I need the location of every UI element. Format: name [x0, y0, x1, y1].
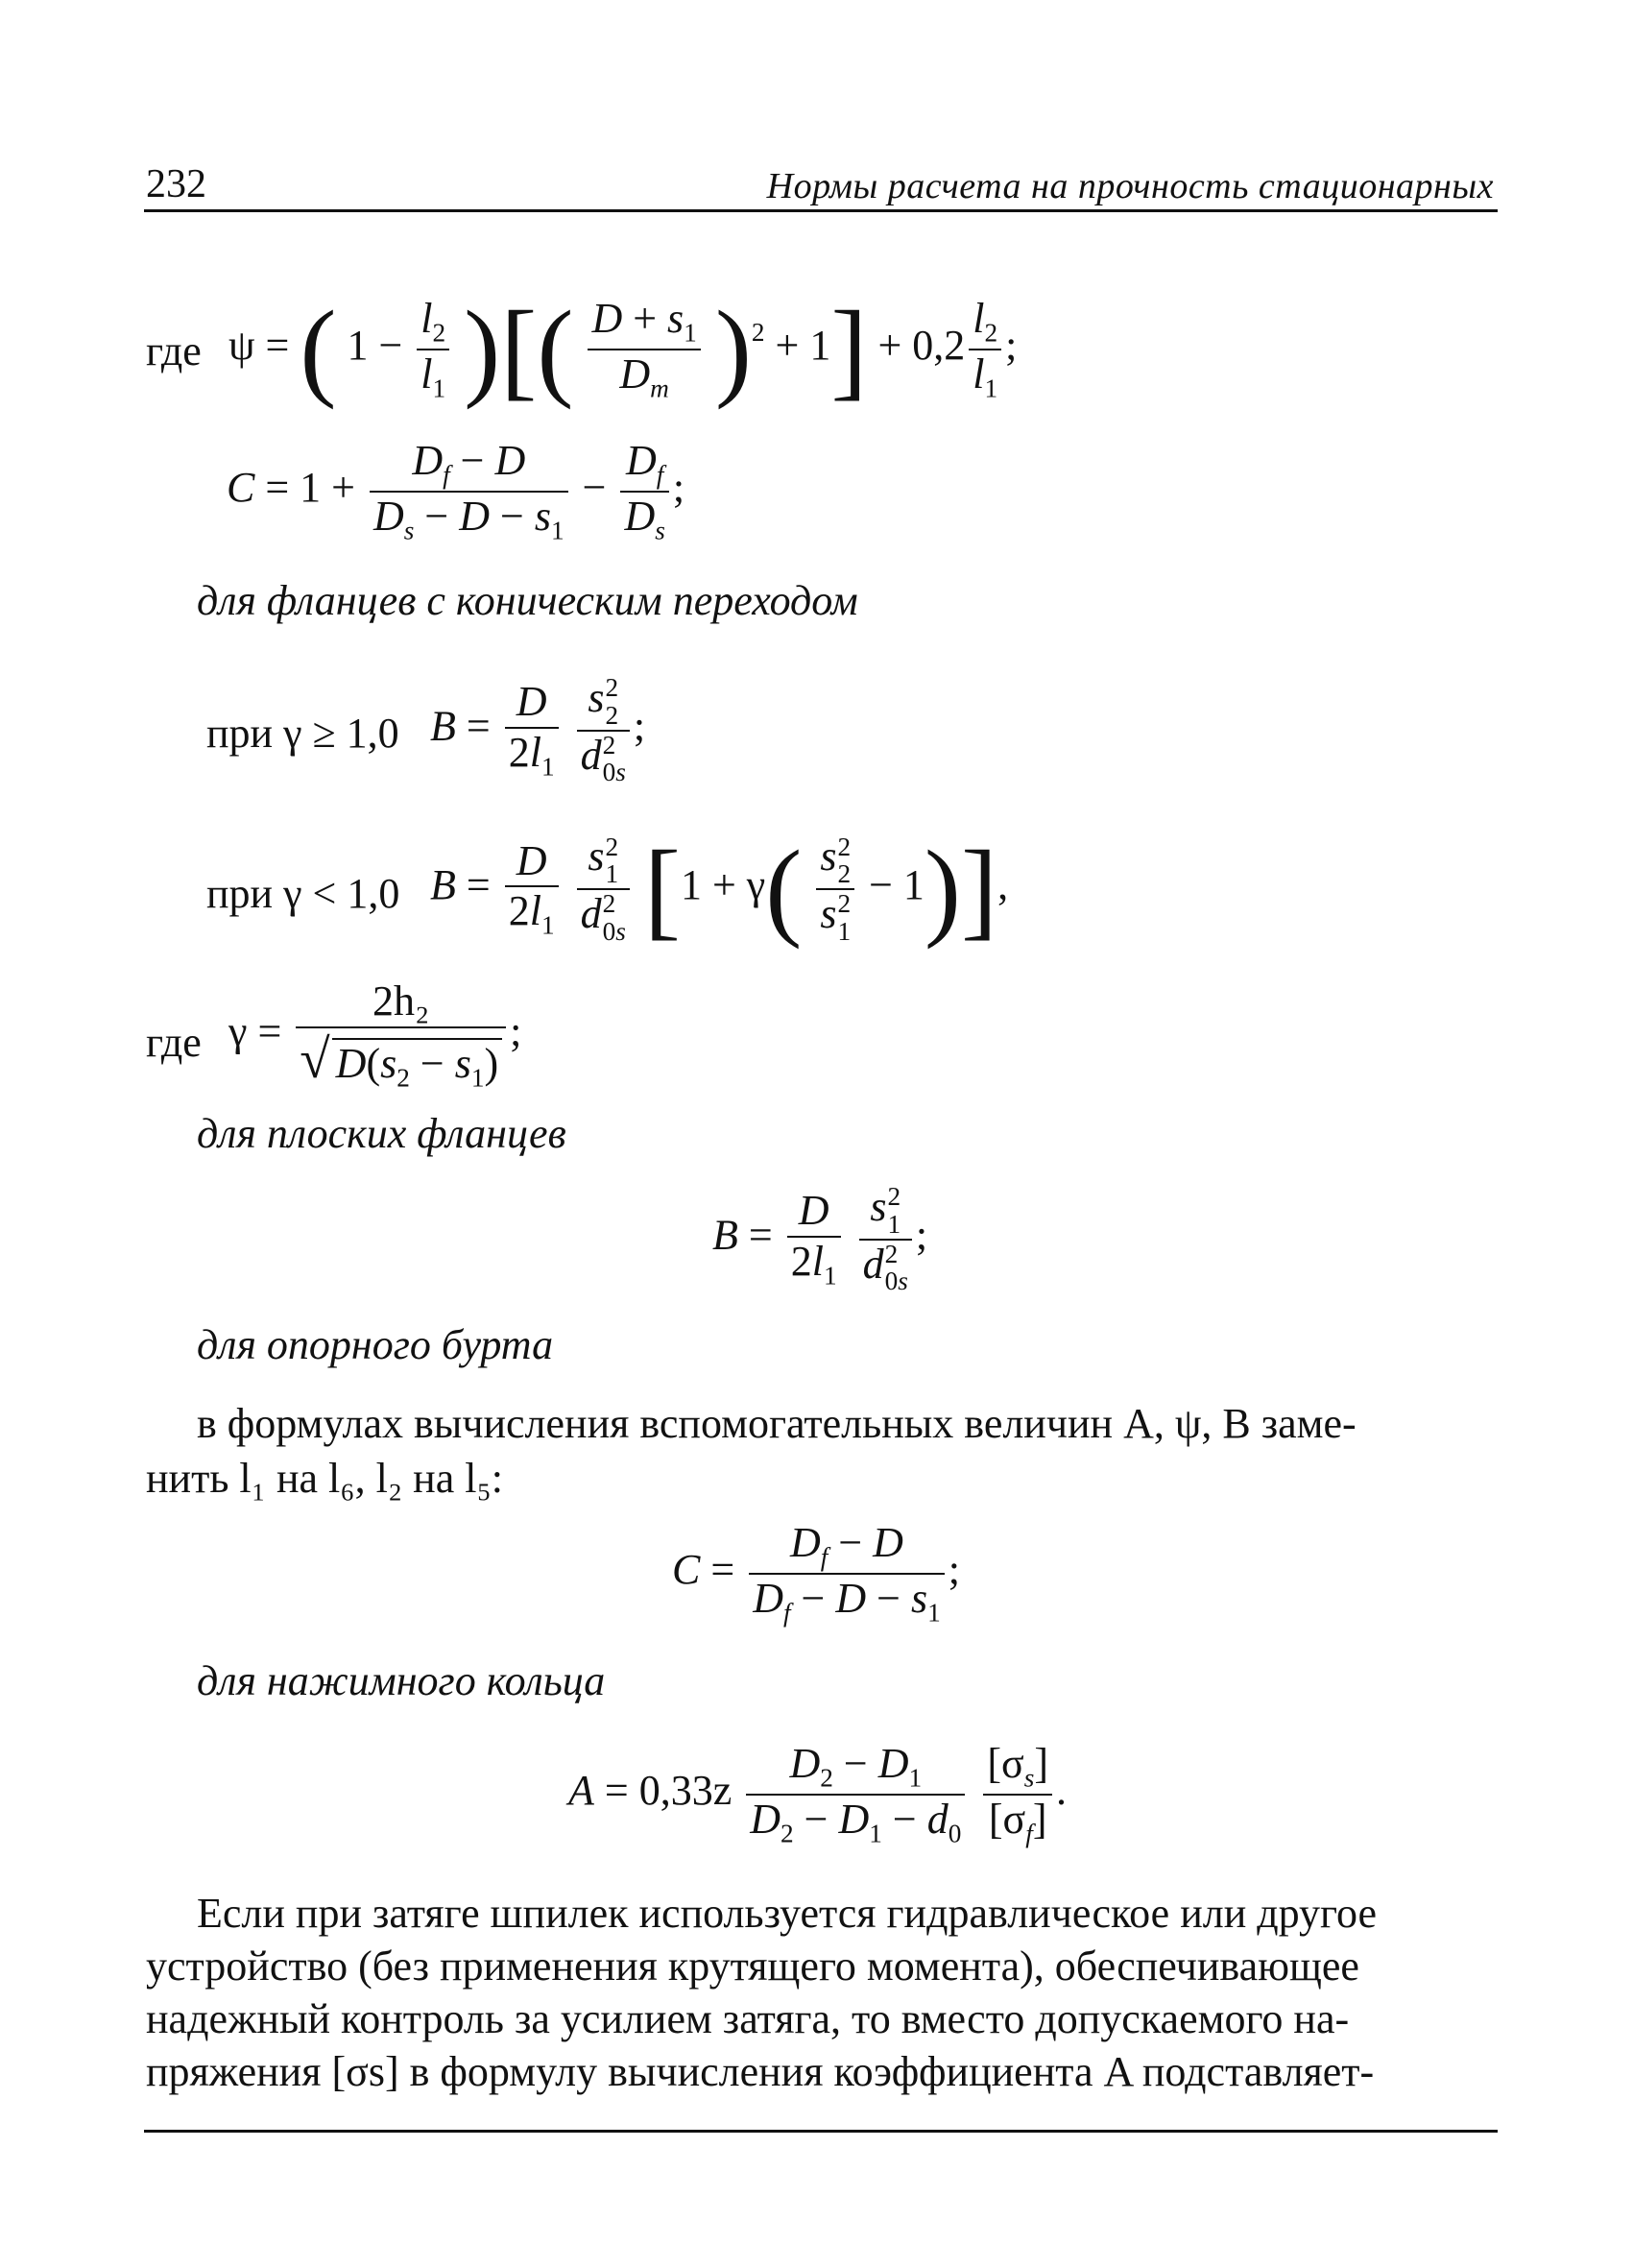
replace-text-line1: в формулах вычисления вспомогательных величин A, ψ, B заме- — [197, 1400, 1357, 1447]
heading-flat-flanges: для плоских фланцев — [197, 1110, 566, 1157]
heading-conical-flanges: для фланцев с коническим переходом — [197, 577, 858, 624]
formula-b-gamma-ge: B = $\frac{D}{2l_1}$ s 2 2 d 2 0s ; — [430, 673, 646, 787]
heading-support-collar: для опорного бурта — [197, 1321, 554, 1368]
page-number: 232 — [146, 162, 206, 206]
replace-text-line2: нить l₁ на l₆, l₂ на l₅: — [146, 1455, 504, 1502]
footer-rule — [144, 2130, 1498, 2133]
formula-c-general: C = 1 + $\frac{D_f - D}{D_s - D - s_1}$ − $\frac{D_f}{D_s}$ ; — [227, 437, 685, 545]
formula-c-collar: C = $\frac{D_f - D}{D_f - D - s_1}$ ; — [672, 1519, 960, 1628]
closing-line-4: пряжения [σs] в формулу вычисления коэффициента A подставляет- — [146, 2048, 1375, 2095]
formula-b-gamma-lt: B = $\frac{D}{2l_1}$ s 2 1 d 2 0s [1 + γ( s 2 2 s 2 1 − 1)], — [430, 828, 1009, 950]
heading-pressure-ring: для нажимного кольца — [197, 1657, 606, 1704]
where-label-psi: где — [146, 327, 202, 374]
formula-b-flat: B = $\frac{D}{2l_1}$ s 2 1 d 2 0s ; — [712, 1182, 928, 1296]
closing-line-2: устройство (без применения крутящего момента), обеспечивающее — [146, 1942, 1359, 1990]
condition-gamma-ge: при γ ≥ 1,0 — [206, 710, 399, 757]
formula-gamma: γ = $\frac{\text{2h₂}}{√ D(s_2 - s_1)}$ ; — [228, 977, 522, 1093]
closing-line-3: надежный контроль за усилием затяга, то вместо допускаемого на- — [146, 1995, 1350, 2042]
closing-line-1: Если при затяге шпилек используется гидравлическое или другое — [197, 1890, 1378, 1937]
where-label-gamma: где — [146, 1019, 202, 1066]
running-title: Нормы расчета на прочность стационарных — [766, 166, 1494, 206]
header-rule — [144, 209, 1498, 212]
formula-a-ring: A = 0,33z $\frac{D_2 - D_1}{D_2 - D_1 - d_0}$ $\frac{[\sigma_s]}{[\sigma_f]}$ . — [568, 1740, 1068, 1848]
formula-psi: ψ = ( 1 − $\frac{l_2}{l_1}$ )[( $\frac{D + s_1}{D_m}$ )$^2$ + 1] + 0,2 $\frac{l_2}{l_1}$ ; — [228, 288, 1018, 410]
condition-gamma-lt: при γ < 1,0 — [206, 870, 400, 917]
